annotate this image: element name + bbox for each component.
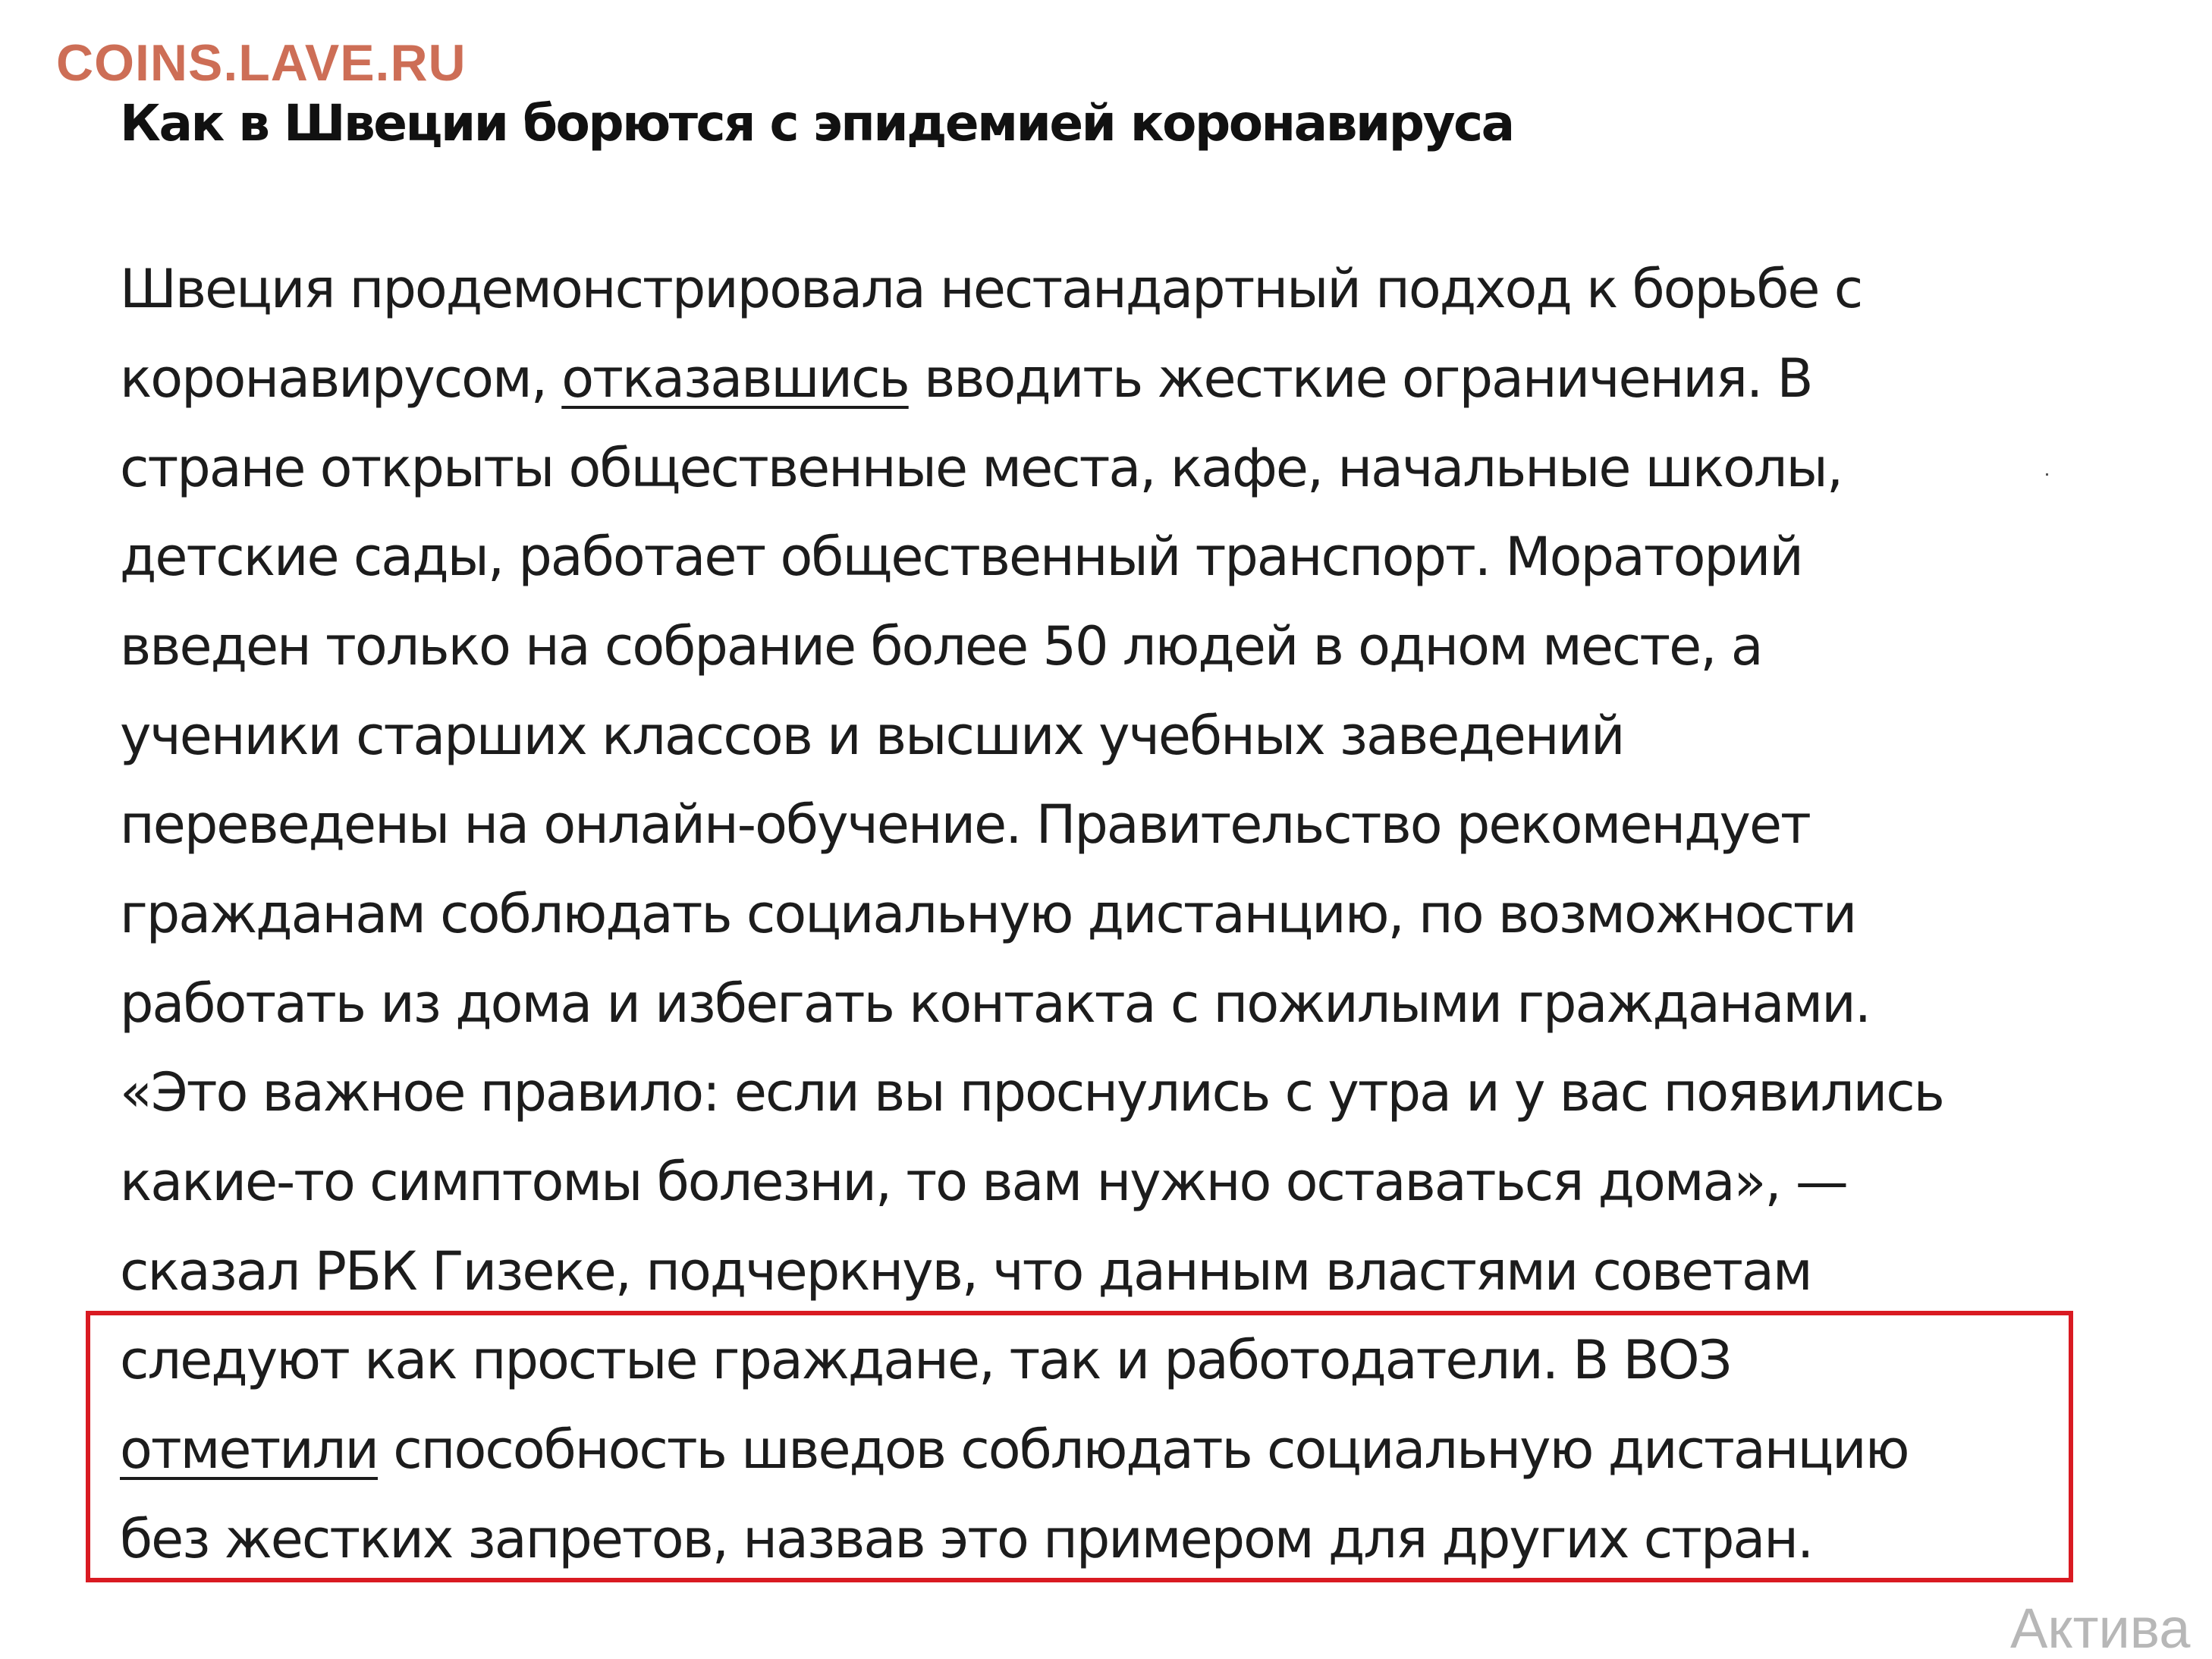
- paragraph-text: коронавирусом,: [120, 347, 562, 410]
- paragraph-line-10: «Это важное правило: если вы проснулись с утра и у вас появились: [120, 1061, 1943, 1123]
- paragraph-line-1: Швеция продемонстрировала нестандартный подход к борьбе с: [120, 258, 1862, 320]
- paragraph-line-2: [120, 347, 1812, 410]
- link-otmetili[interactable]: отметили: [120, 1419, 378, 1481]
- paragraph-line-3: стране открыты общественные места, кафе, начальные школы,: [120, 437, 1843, 499]
- link-otkazavshis[interactable]: отказавшись: [561, 347, 909, 410]
- article-headline: Как в Швеции борются с эпидемией коронавируса: [120, 94, 1513, 152]
- paragraph-text: способность шведов соблюдать социальную дистанцию: [377, 1419, 1909, 1481]
- paragraph-text: вводить жесткие ограничения. В: [908, 347, 1812, 410]
- paragraph-line-9: работать из дома и избегать контакта с пожилыми гражданами.: [120, 972, 1870, 1035]
- paragraph-line-6: ученики старших классов и высших учебных заведений: [120, 705, 1624, 767]
- paragraph-line-11: какие-то симптомы болезни, то вам нужно оставаться дома», —: [120, 1151, 1847, 1213]
- stray-dot: [2046, 473, 2048, 476]
- paragraph-line-13: следуют как простые граждане, так и работодатели. В ВОЗ: [120, 1329, 1731, 1391]
- site-watermark: COINS.LAVE.RU: [56, 34, 467, 92]
- paragraph-line-15: без жестких запретов, назвав это примером для других стран.: [120, 1508, 1813, 1570]
- paragraph-line-4: детские сады, работает общественный транспорт. Мораторий: [120, 526, 1802, 588]
- paragraph-line-5: введен только на собрание более 50 людей в одном месте, а: [120, 615, 1762, 677]
- paragraph-line-8: гражданам соблюдать социальную дистанцию, по возможности: [120, 883, 1856, 945]
- red-highlight-box: [86, 1311, 2073, 1582]
- paragraph-line-7: переведены на онлайн-обучение. Правительство рекомендует: [120, 793, 1810, 856]
- activate-windows-watermark: Актива: [2010, 1597, 2191, 1659]
- paragraph-line-12: сказал РБК Гизеке, подчеркнув, что данным властями советам: [120, 1240, 1811, 1302]
